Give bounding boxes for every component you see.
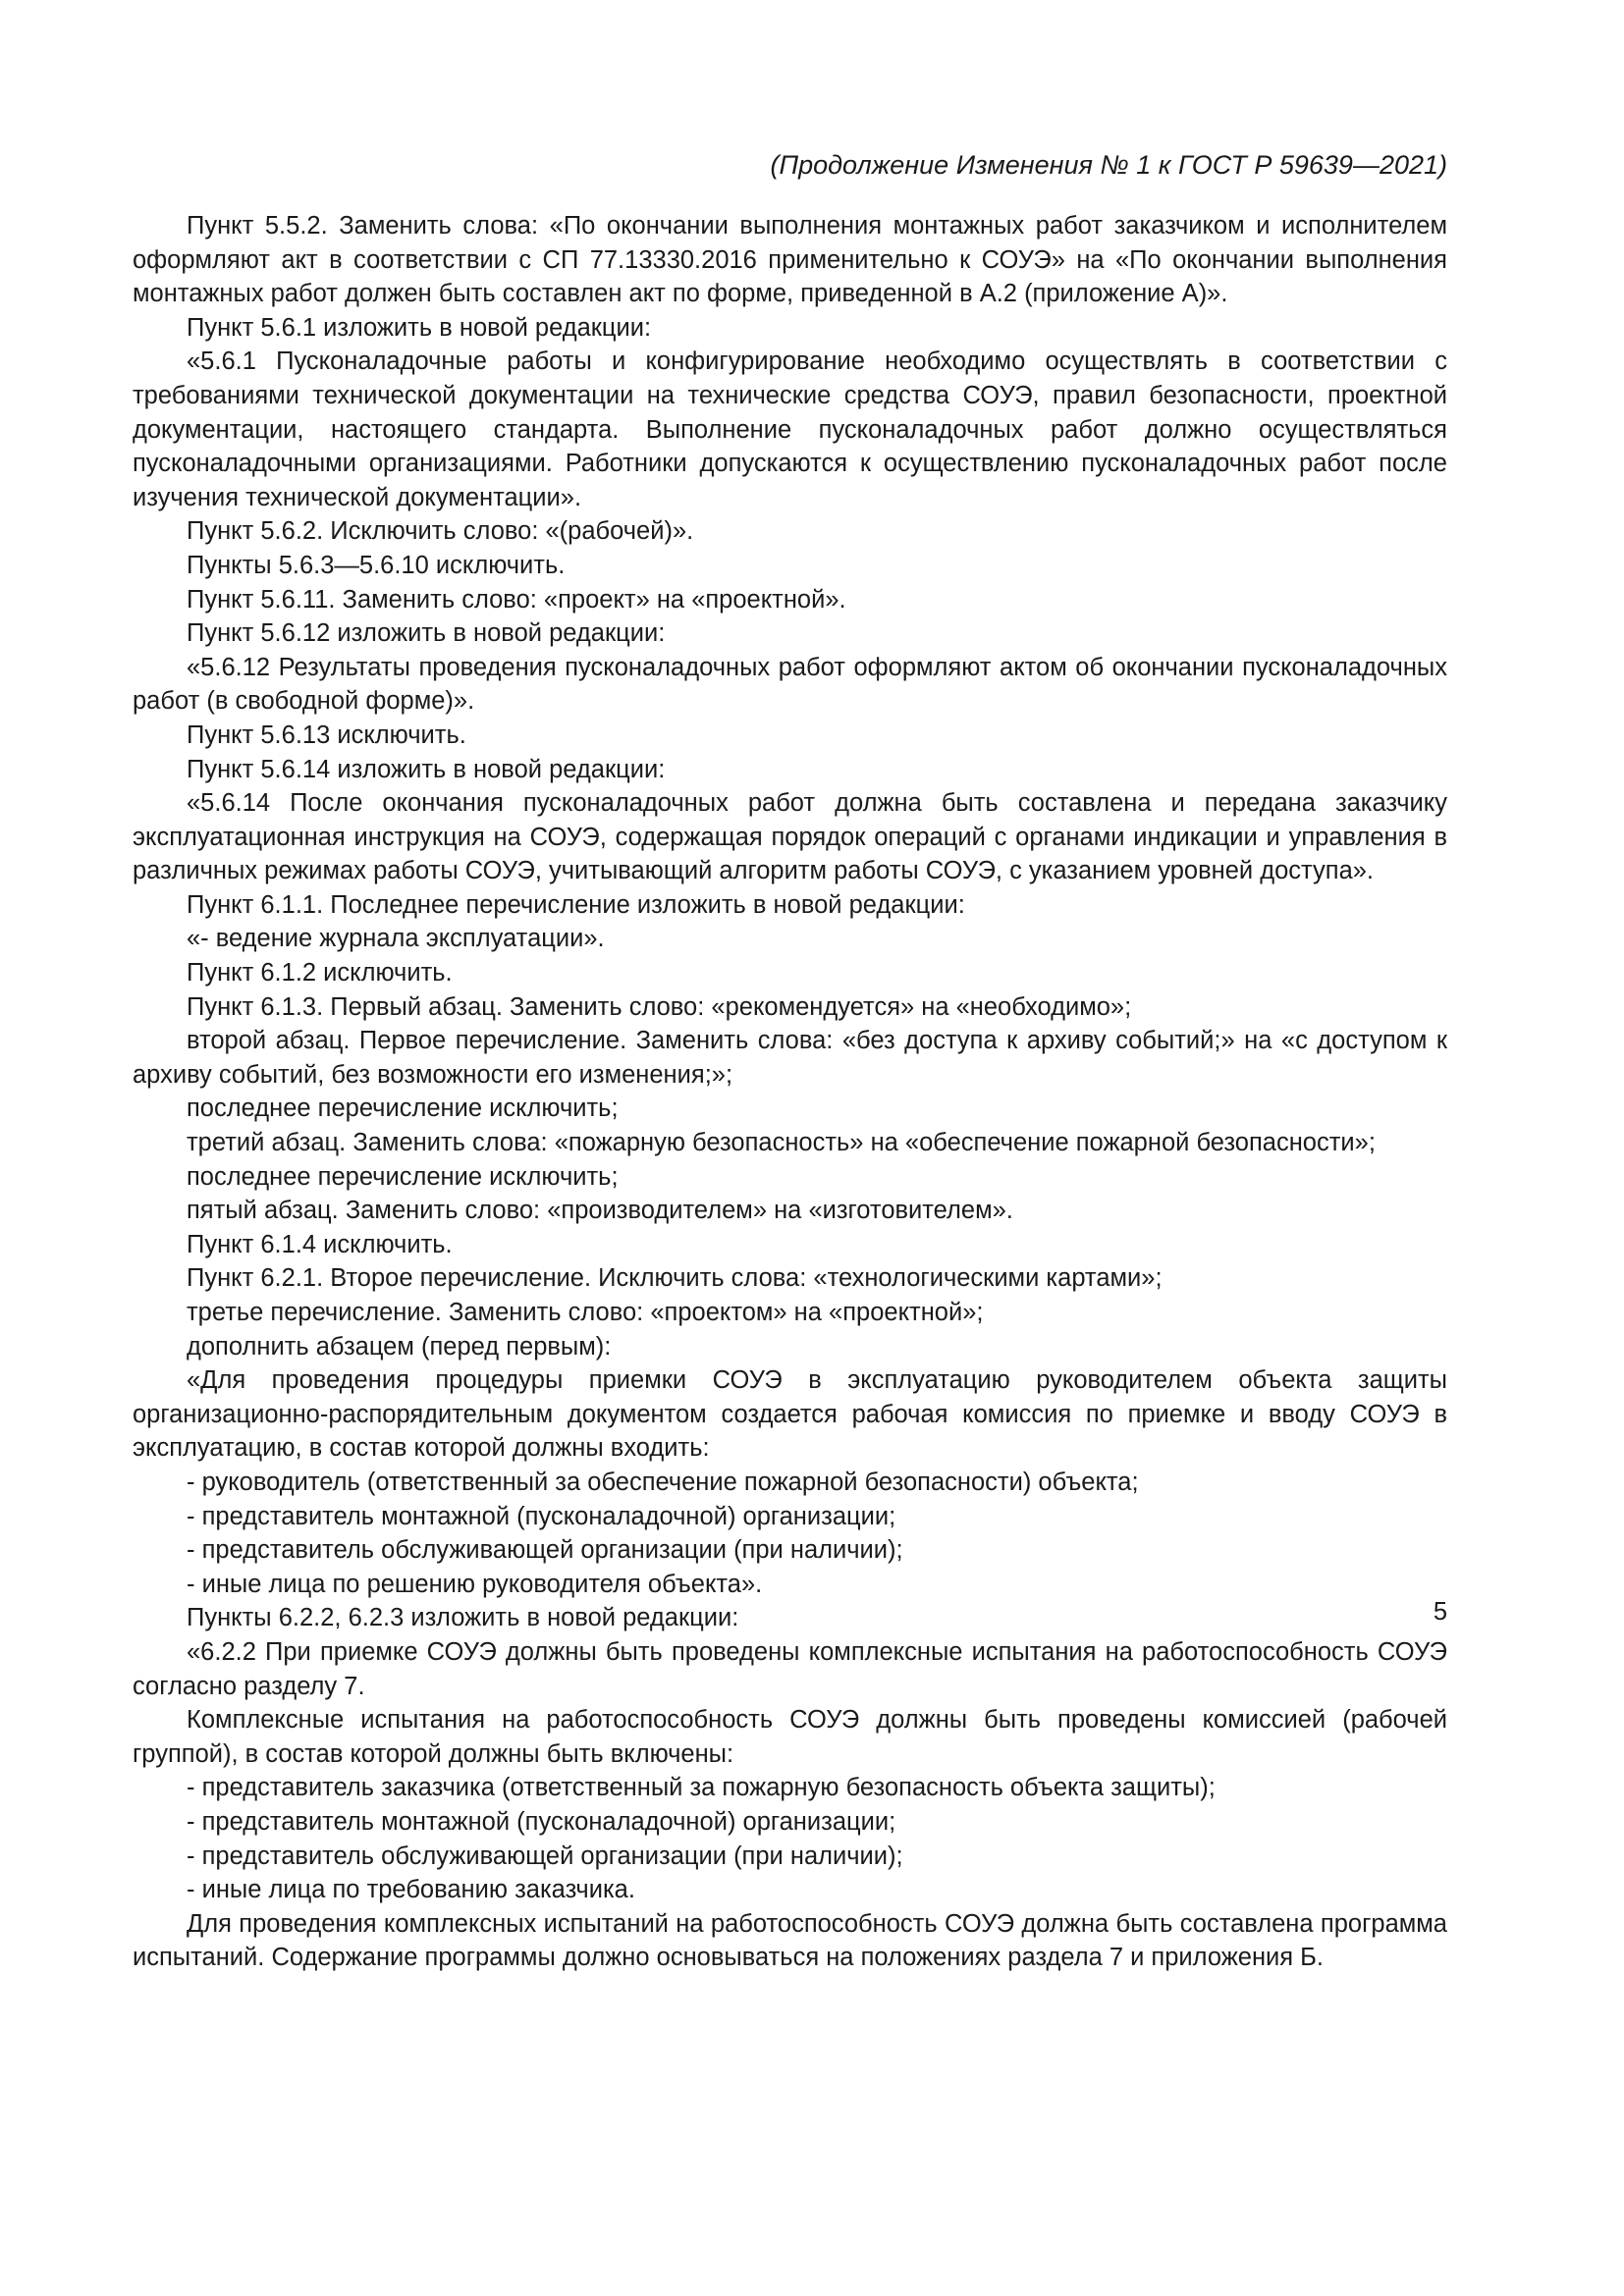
paragraph-5-6-1-instruction: Пункт 5.6.1 изложить в новой редакции: xyxy=(187,313,652,342)
paragraph-6-1-2: Пункт 6.1.2 исключить. xyxy=(187,959,453,988)
list-item: - иные лица по требованию заказчика. xyxy=(187,1876,635,1904)
paragraph-6-2-1-third: третье перечисление. Заменить слово: «проектом» на «проектной»; xyxy=(187,1299,984,1326)
paragraph-5-6-14-text: «5.6.14 После окончания пусконаладочных работ должна быть составлена и передана заказчику эксплуатационная инструкция на СОУЭ, содержащая порядок операций с органами индикации и управления в различных режимах работы СОУЭ, учитывающий алгоритм работы СОУЭ, с указанием уровней доступа». xyxy=(133,789,1447,885)
document-body xyxy=(133,209,1447,1975)
list-item: - представитель обслуживающей организации (при наличии); xyxy=(187,1842,903,1870)
paragraph-6-1-3-last-1: последнее перечисление исключить; xyxy=(187,1095,619,1123)
paragraph-5-6-14-instruction: Пункт 5.6.14 изложить в новой редакции: xyxy=(187,755,666,783)
page-number: 5 xyxy=(1433,1598,1447,1626)
paragraph-complex-tests: Комплексные испытания на работоспособность СОУЭ должны быть проведены комиссией (рабочей группой), в состав которой должны быть включены: xyxy=(133,1706,1447,1768)
paragraph-5-6-1-text: «5.6.1 Пусконаладочные работы и конфигурирование необходимо осуществлять в соответствии с требованиями технической документации на технические средства СОУЭ, правил безопасности, проектной документации, настоящего стандарта. Выполнение пусконаладочных работ должно осуществляться пусконаладочными организациями. Работники допускаются к осуществлению пусконаладочных работ после изучения технической документации». xyxy=(133,347,1447,511)
continuation-header: (Продолжение Изменения № 1 к ГОСТ Р 59639—2021) xyxy=(770,150,1447,180)
paragraph-5-6-3-10: Пункты 5.6.3—5.6.10 исключить. xyxy=(187,551,566,579)
paragraph-5-6-12-text: «5.6.12 Результаты проведения пусконаладочных работ оформляют актом об окончании пусконаладочных работ (в свободной форме)». xyxy=(133,653,1447,716)
paragraph-6-2-1: Пункт 6.2.1. Второе перечисление. Исключить слова: «технологическими картами»; xyxy=(187,1264,1163,1293)
paragraph-5-6-11: Пункт 5.6.11. Заменить слово: «проект» на «проектной». xyxy=(187,585,846,614)
paragraph-6-2-1-added-text: «Для проведения процедуры приемки СОУЭ в эксплуатацию руководителем объекта защиты организационно-распорядительным документом создается рабочая комиссия по приемке и вводу СОУЭ в эксплуатацию, в состав которой должны входить: xyxy=(133,1366,1447,1463)
list-item: - представитель монтажной (пусконаладочной) организации; xyxy=(187,1502,896,1530)
paragraph-6-1-3-last-2: последнее перечисление исключить; xyxy=(187,1162,619,1191)
paragraph-6-1-4: Пункт 6.1.4 исключить. xyxy=(187,1230,453,1258)
list-item: - представитель заказчика (ответственный за пожарную безопасность объекта защиты); xyxy=(187,1774,1216,1802)
paragraph-6-2-2-6-2-3: Пункты 6.2.2, 6.2.3 изложить в новой редакции: xyxy=(187,1604,739,1632)
paragraph-6-1-3-third: третий абзац. Заменить слова: «пожарную безопасность» на «обеспечение пожарной безопасности»; xyxy=(187,1129,1376,1157)
list-item: - представитель обслуживающей организации (при наличии); xyxy=(187,1536,903,1565)
paragraph-6-1-3: Пункт 6.1.3. Первый абзац. Заменить слово: «рекомендуется» на «необходимо»; xyxy=(187,992,1132,1021)
list-item: - иные лица по решению руководителя объекта». xyxy=(187,1570,763,1598)
paragraph-test-program: Для проведения комплексных испытаний на работоспособность СОУЭ должна быть составлена программа испытаний. Содержание программы должно основываться на положениях раздела 7 и приложения Б. xyxy=(133,1909,1447,1972)
paragraph-5-6-13: Пункт 5.6.13 исключить. xyxy=(187,721,466,749)
list-item: - представитель монтажной (пусконаладочной) организации; xyxy=(187,1807,896,1836)
paragraph-6-2-1-add: дополнить абзацем (перед первым): xyxy=(187,1332,612,1361)
paragraph-6-1-1-text: «- ведение журнала эксплуатации». xyxy=(187,925,605,953)
paragraph-6-1-1: Пункт 6.1.1. Последнее перечисление изложить в новой редакции: xyxy=(187,890,965,919)
paragraph-6-1-3-second: второй абзац. Первое перечисление. Заменить слова: «без доступа к архиву событий;» на «с доступом к архиву событий, без возможности его изменения;»; xyxy=(133,1027,1447,1089)
paragraph-5-5-2: Пункт 5.5.2. Заменить слова: «По окончании выполнения монтажных работ заказчиком и исполнителем оформляют акт в соответствии с СП 77.13330.2016 применительно к СОУЭ» на «По окончании выполнения монтажных работ должен быть составлен акт по форме, приведенной в А.2 (приложение А)». xyxy=(133,212,1447,308)
paragraph-6-1-3-fifth: пятый абзац. Заменить слово: «производителем» на «изготовителем». xyxy=(187,1197,1013,1225)
paragraph-5-6-12-instruction: Пункт 5.6.12 изложить в новой редакции: xyxy=(187,619,666,648)
paragraph-6-2-2-text: «6.2.2 При приемке СОУЭ должны быть проведены комплексные испытания на работоспособность СОУЭ согласно разделу 7. xyxy=(133,1637,1447,1700)
list-item: - руководитель (ответственный за обеспечение пожарной безопасности) объекта; xyxy=(187,1468,1139,1496)
paragraph-5-6-2: Пункт 5.6.2. Исключить слово: «(рабочей)». xyxy=(187,517,694,546)
